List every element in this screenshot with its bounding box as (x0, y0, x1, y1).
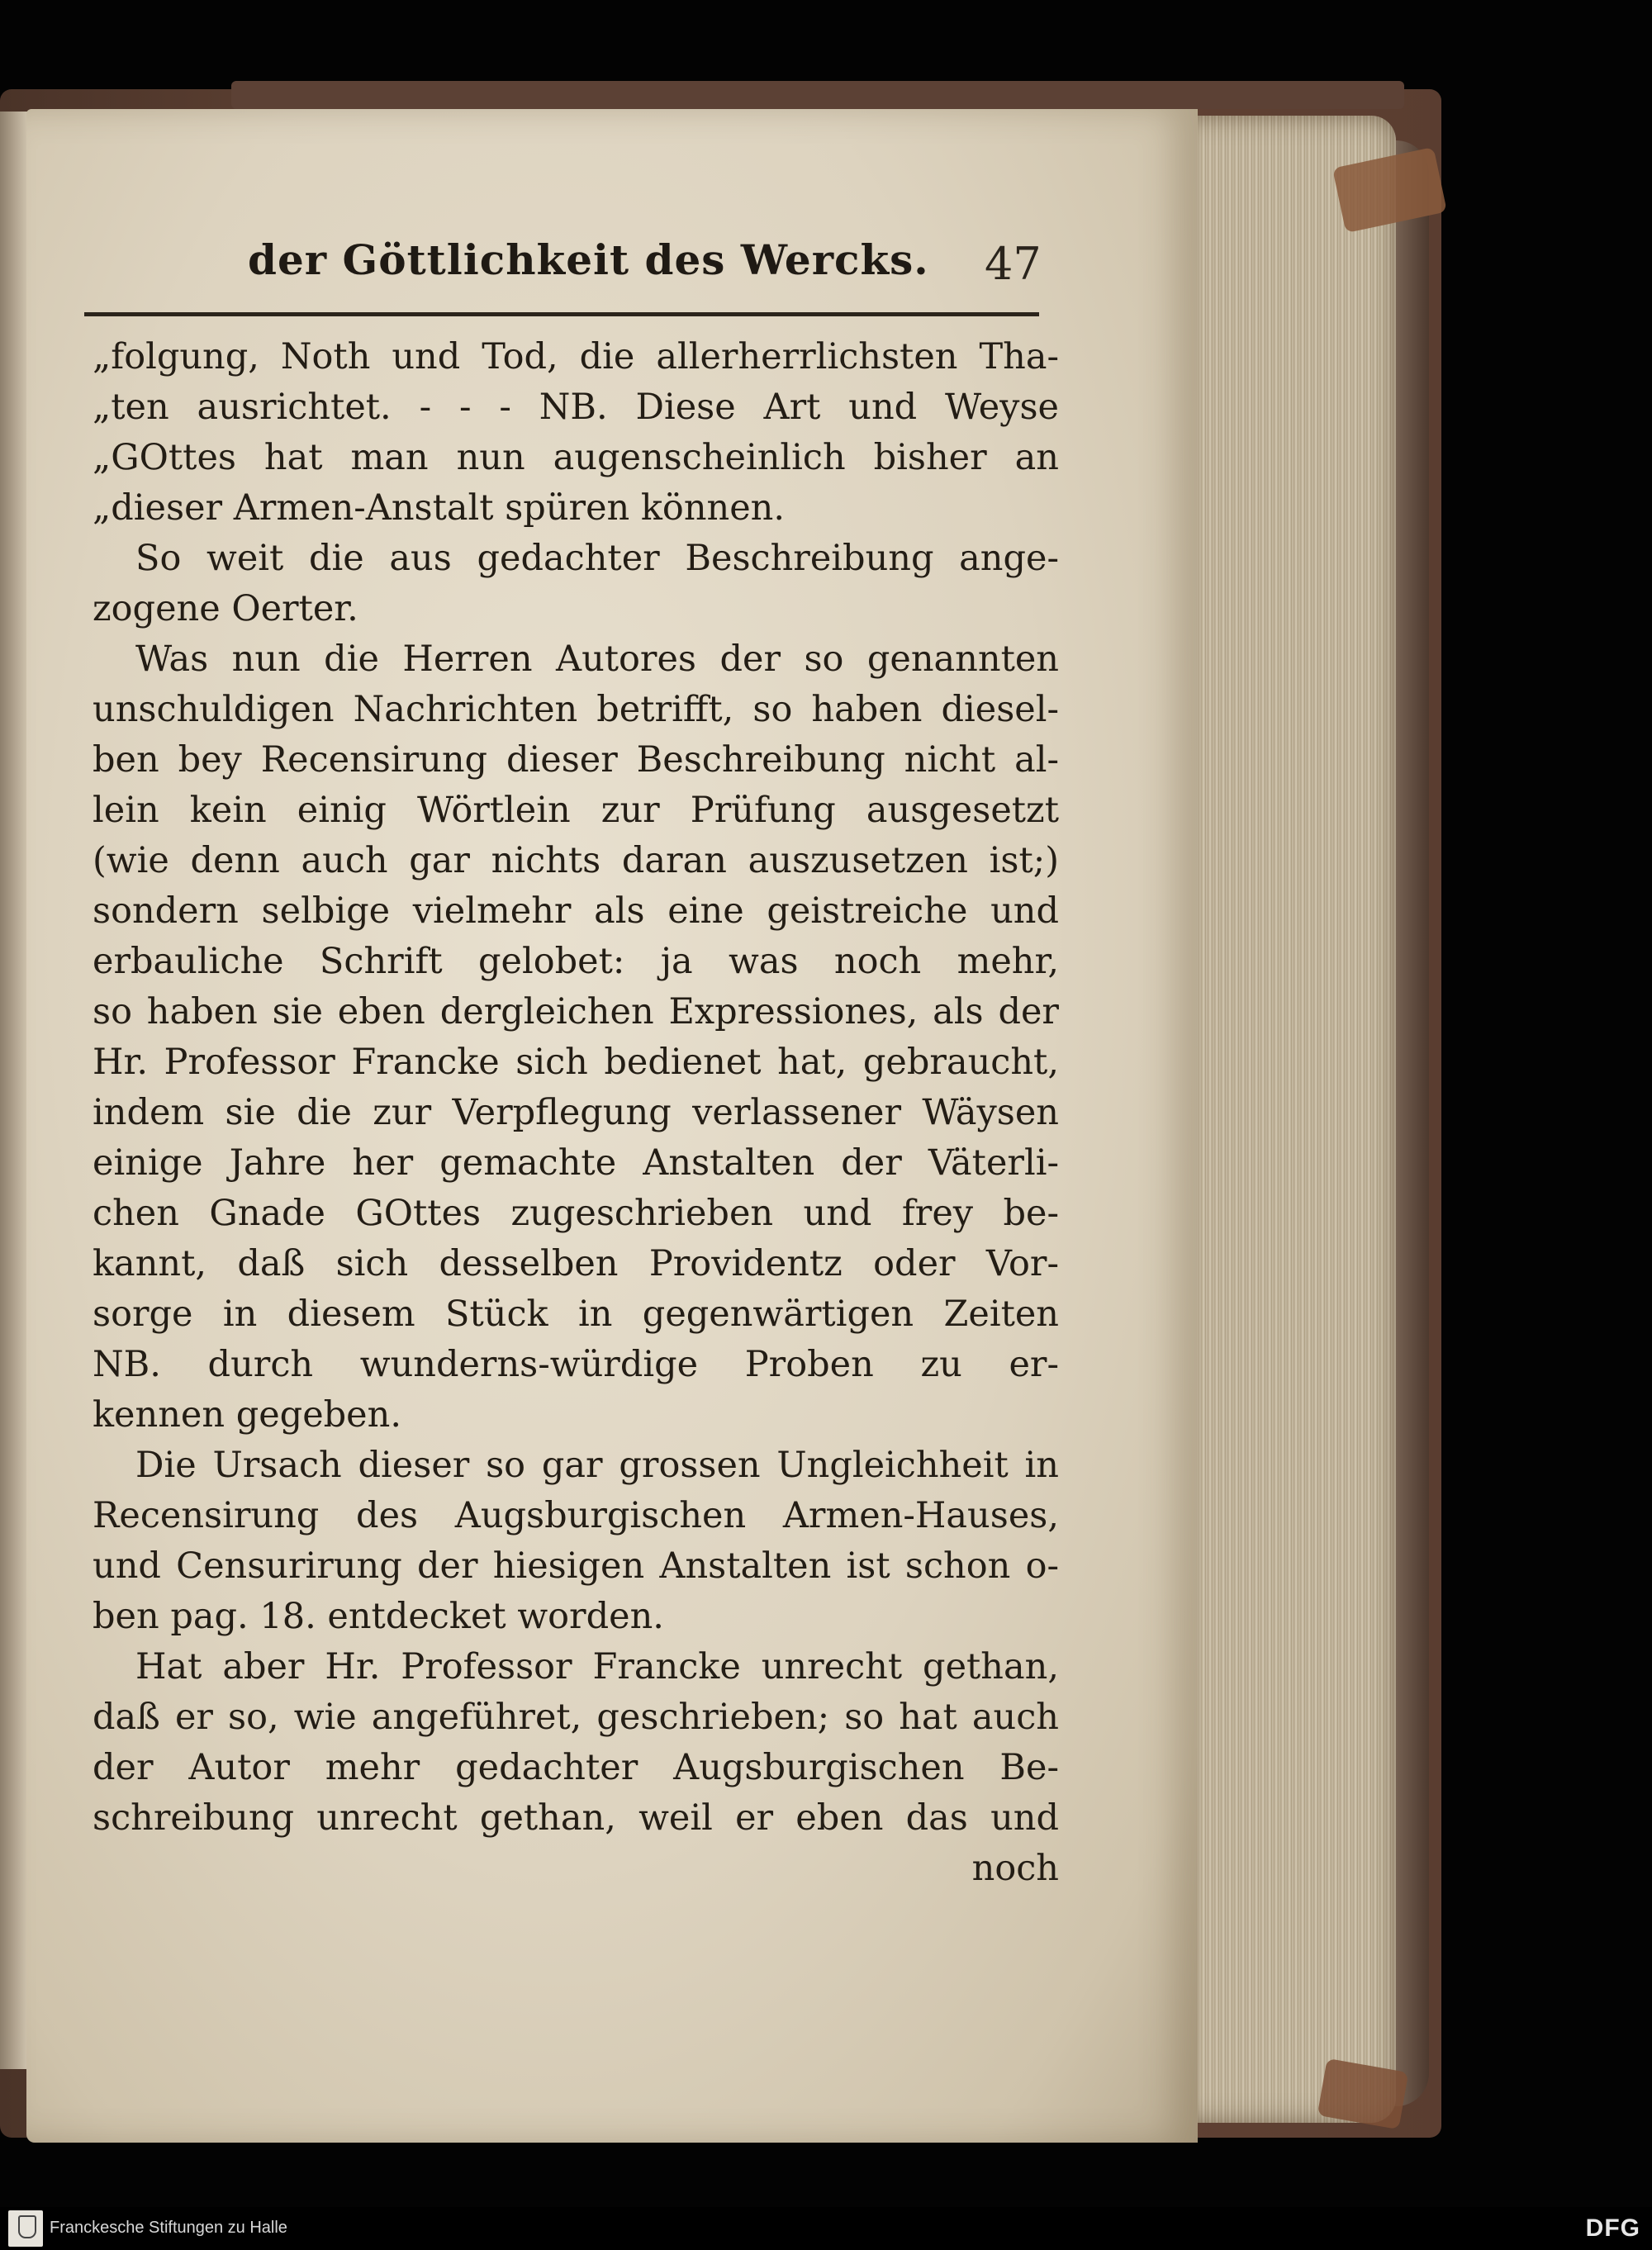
text-line: indem sie die zur Verpflegung verlassener Wäysen (93, 1092, 1059, 1133)
text-line: kennen gegeben. (93, 1394, 401, 1436)
text-line: sorge in diesem Stück in gegenwärtigen Zeiten (93, 1294, 1059, 1335)
text-line: Was nun die Herren Autores der so genannten (135, 638, 1059, 680)
text-line: sondern selbige vielmehr als eine geistreiche und (93, 890, 1059, 932)
running-head: der Göttlichkeit des Wercks. (248, 235, 929, 284)
text-line: Recensirung des Augsburgischen Armen-Hauses, (93, 1495, 1059, 1536)
text-line: und Censurirung der hiesigen Anstalten ist schon o- (93, 1545, 1059, 1587)
text-line: „ten ausrichtet. - - - NB. Diese Art und Weyse (93, 387, 1059, 428)
text-line: einige Jahre her gemachte Anstalten der Väterli- (93, 1142, 1059, 1184)
page-number: 47 (985, 238, 1042, 290)
text-line: unschuldigen Nachrichten betrifft, so haben diesel- (93, 689, 1059, 730)
text-line: „dieser Armen-Anstalt spüren können. (93, 487, 786, 529)
text-line: NB. durch wunderns-würdige Proben zu er- (93, 1344, 1059, 1385)
dfg-logo: DFG (1585, 2214, 1640, 2242)
institution-name: Franckesche Stiftungen zu Halle (50, 2219, 287, 2237)
text-line: der Autor mehr gedachter Augsburgischen Be- (93, 1747, 1059, 1788)
text-line: „folgung, Noth und Tod, die allerherrlichsten Tha- (93, 336, 1059, 377)
text-line: Die Ursach dieser so gar grossen Ungleichheit in (135, 1445, 1059, 1486)
body-text (93, 332, 1059, 1894)
text-line: „GOttes hat man nun augenscheinlich bisher an (93, 437, 1059, 478)
text-line: ben bey Recensirung dieser Beschreibung nicht al- (93, 739, 1059, 781)
footer-bar (0, 2207, 1652, 2250)
text-line: Hr. Professor Francke sich bedienet hat, gebraucht, (93, 1042, 1059, 1083)
catchword: noch (971, 1848, 1059, 1889)
text-line: ben pag. 18. entdecket worden. (93, 1596, 664, 1637)
text-line: daß er so, wie angeführet, geschrieben; so hat auch (93, 1697, 1059, 1738)
text-line: lein kein einig Wörtlein zur Prüfung ausgesetzt (93, 790, 1059, 831)
text-line: erbauliche Schrift gelobet: ja was noch mehr, (93, 941, 1059, 982)
institution-logo-icon (8, 2210, 43, 2247)
text-line: so haben sie eben dergleichen Expressiones, als der (93, 991, 1059, 1032)
text-line: schreibung unrecht gethan, weil er eben das und (93, 1797, 1059, 1839)
page-fore-edge (1173, 116, 1396, 2123)
text-line: kannt, daß sich desselben Providentz oder Vor- (93, 1243, 1059, 1284)
text-line: zogene Oerter. (93, 588, 358, 629)
cover-top-edge (231, 81, 1404, 109)
header-rule (84, 312, 1039, 316)
text-line: Hat aber Hr. Professor Francke unrecht gethan, (135, 1646, 1059, 1688)
text-line: (wie denn auch gar nichts daran auszusetzen ist;) (93, 840, 1059, 881)
text-line: chen Gnade GOttes zugeschrieben und frey be- (93, 1193, 1059, 1234)
text-line: So weit die aus gedachter Beschreibung ange- (135, 538, 1059, 579)
